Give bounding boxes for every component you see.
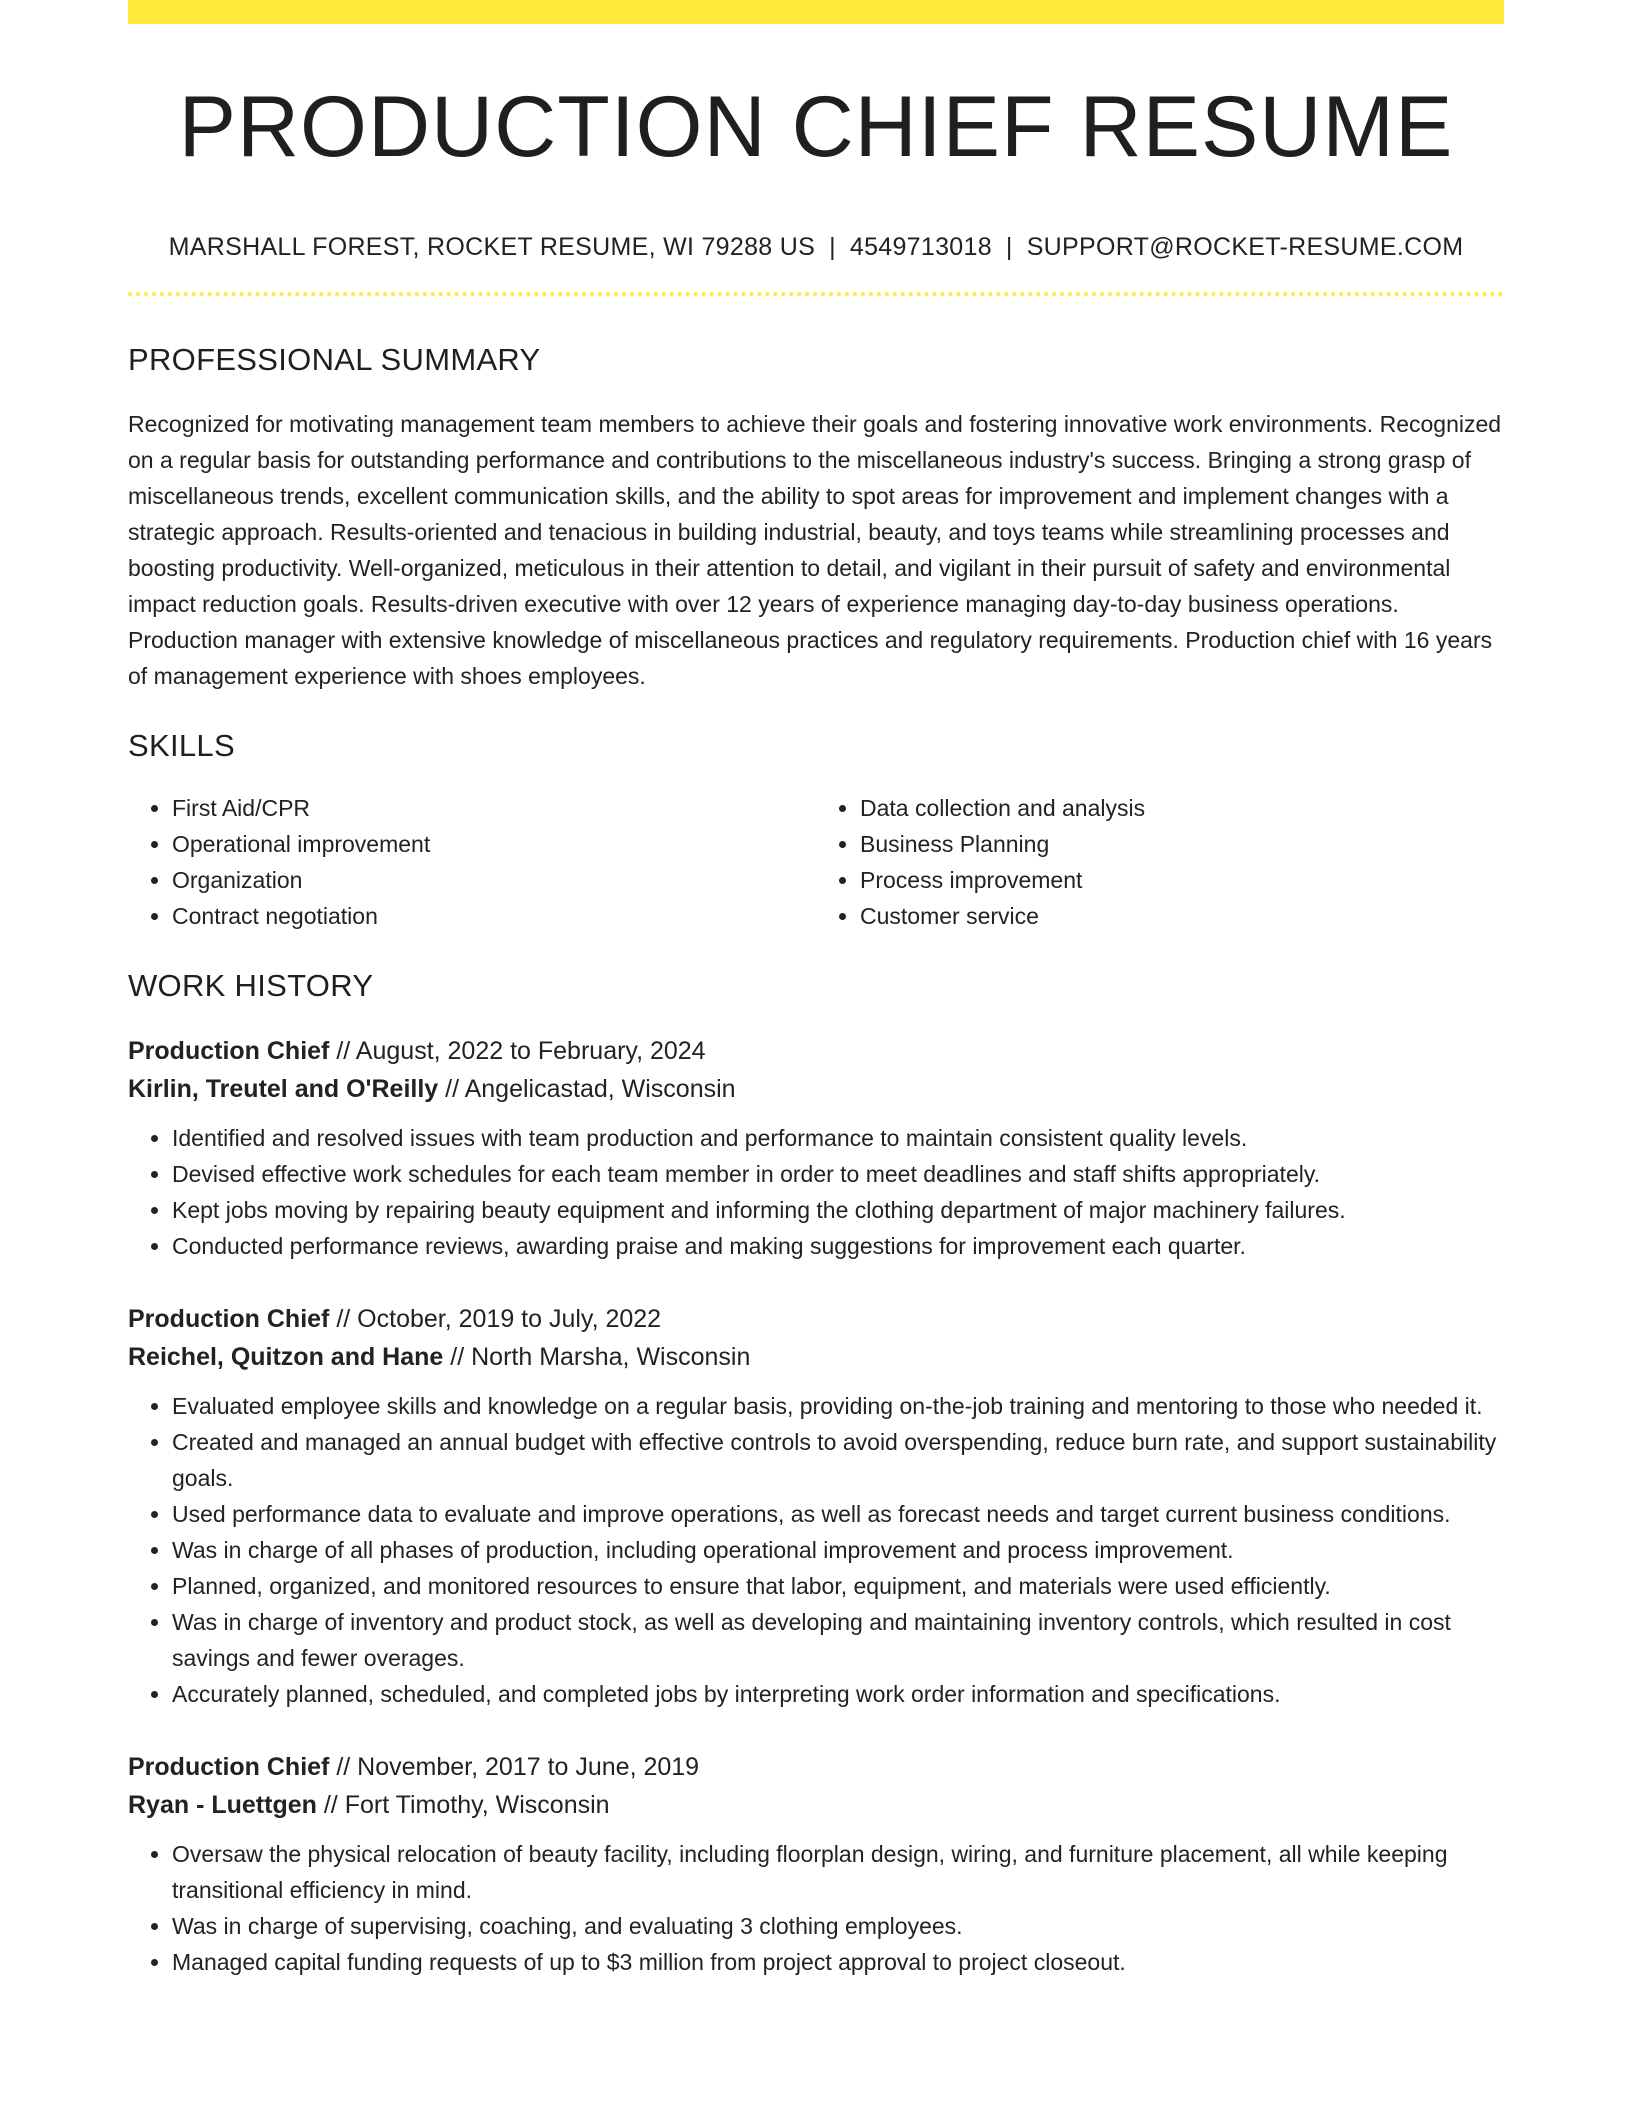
skills-heading: SKILLS bbox=[128, 727, 235, 763]
job-bullets bbox=[128, 1120, 1504, 1264]
contact-address: MARSHALL FOREST, ROCKET RESUME, WI 79288 US bbox=[168, 232, 816, 261]
job-title: Production Chief bbox=[128, 1304, 330, 1333]
job-dates: // October, 2019 to July, 2022 bbox=[336, 1304, 662, 1333]
contact-line bbox=[128, 233, 1504, 262]
page-title: PRODUCTION CHIEF RESUME bbox=[178, 79, 1454, 175]
skill-item: • Customer service bbox=[860, 898, 1504, 934]
job-bullet: • Identified and resolved issues with team production and performance to maintain consistent quality levels. bbox=[172, 1120, 1504, 1156]
job-company-line bbox=[128, 1338, 1504, 1376]
job-company-line bbox=[128, 1786, 1504, 1824]
job-bullet: • Created and managed an annual budget with effective controls to avoid overspending, reduce burn rate, and support sustainability goals. bbox=[172, 1424, 1504, 1496]
job-bullet: • Conducted performance reviews, awarding praise and making suggestions for improvement each quarter. bbox=[172, 1228, 1504, 1264]
summary-heading: PROFESSIONAL SUMMARY bbox=[128, 341, 541, 377]
skill-item: • First Aid/CPR bbox=[172, 790, 816, 826]
skills-column-right bbox=[816, 790, 1504, 934]
contact-separator: | bbox=[1005, 232, 1013, 261]
job-bullets bbox=[128, 1388, 1504, 1712]
top-accent-bar bbox=[128, 0, 1504, 24]
summary-text: Recognized for motivating management team members to achieve their goals and fostering innovative work environments. Recognized on a regular basis for outstanding performance and contributions to the miscellaneous industry's success. Bringing a strong grasp of miscellaneous trends, excellent communication skills, and the ability to spot areas for improvement and implement changes with a strategic approach. Results-oriented and tenacious in building industrial, beauty, and toys teams while streamlining processes and boosting productivity. Well-organized, meticulous in their attention to detail, and vigilant in their pursuit of safety and environmental impact reduction goals. Results-driven executive with over 12 years of experience managing day-to-day business operations. Production manager with extensive knowledge of miscellaneous practices and regulatory requirements. Production chief with 16 years of management experience with shoes employees. bbox=[128, 410, 1502, 689]
contact-separator: | bbox=[829, 232, 836, 261]
work-history-heading: WORK HISTORY bbox=[128, 967, 374, 1003]
job-bullet: • Kept jobs moving by repairing beauty equipment and informing the clothing department of major machinery failures. bbox=[172, 1192, 1504, 1228]
job-entry bbox=[128, 1748, 1504, 1980]
job-bullet: • Oversaw the physical relocation of beauty facility, including floorplan design, wiring, and furniture placement, all while keeping transitional efficiency in mind. bbox=[172, 1836, 1504, 1908]
job-title-line bbox=[128, 1748, 1504, 1786]
job-company-line bbox=[128, 1070, 1504, 1108]
job-entry bbox=[128, 1300, 1504, 1712]
job-dates: // November, 2017 to June, 2019 bbox=[336, 1752, 700, 1781]
skill-item: • Operational improvement bbox=[172, 826, 816, 862]
job-location: // Fort Timothy, Wisconsin bbox=[323, 1790, 610, 1819]
job-location: // Angelicastad, Wisconsin bbox=[445, 1074, 736, 1103]
job-company: Kirlin, Treutel and O'Reilly bbox=[128, 1074, 439, 1103]
job-bullets bbox=[128, 1836, 1504, 1980]
job-bullet: • Was in charge of inventory and product stock, as well as developing and maintaining inventory controls, which resulted in cost savings and fewer overages. bbox=[172, 1604, 1504, 1676]
resume-page bbox=[128, 0, 1504, 1980]
job-title: Production Chief bbox=[128, 1036, 330, 1065]
job-bullet: • Evaluated employee skills and knowledge on a regular basis, providing on-the-job training and mentoring to those who needed it. bbox=[172, 1388, 1504, 1424]
skill-item: • Process improvement bbox=[860, 862, 1504, 898]
skills-column-left bbox=[128, 790, 816, 934]
skills-list bbox=[128, 790, 1504, 934]
job-bullet: • Planned, organized, and monitored resources to ensure that labor, equipment, and materials were used efficiently. bbox=[172, 1568, 1504, 1604]
job-title-line bbox=[128, 1300, 1504, 1338]
job-dates: // August, 2022 to February, 2024 bbox=[336, 1036, 706, 1065]
job-bullet: • Was in charge of supervising, coaching, and evaluating 3 clothing employees. bbox=[172, 1908, 1504, 1944]
header-divider bbox=[128, 292, 1504, 296]
skill-item: • Organization bbox=[172, 862, 816, 898]
skill-item: • Contract negotiation bbox=[172, 898, 816, 934]
skill-item: • Business Planning bbox=[860, 826, 1504, 862]
job-bullet: • Accurately planned, scheduled, and completed jobs by interpreting work order information and specifications. bbox=[172, 1676, 1504, 1712]
job-entry bbox=[128, 1032, 1504, 1264]
job-bullet: • Was in charge of all phases of production, including operational improvement and process improvement. bbox=[172, 1532, 1504, 1568]
job-company: Ryan - Luettgen bbox=[128, 1790, 317, 1819]
job-bullet: • Devised effective work schedules for each team member in order to meet deadlines and staff shifts appropriately. bbox=[172, 1156, 1504, 1192]
job-location: // North Marsha, Wisconsin bbox=[450, 1342, 751, 1371]
contact-phone: 4549713018 bbox=[849, 232, 992, 261]
job-company: Reichel, Quitzon and Hane bbox=[128, 1342, 444, 1371]
job-bullet: • Managed capital funding requests of up to $3 million from project approval to project closeout. bbox=[172, 1944, 1504, 1980]
job-title-line bbox=[128, 1032, 1504, 1070]
job-bullet: • Used performance data to evaluate and improve operations, as well as forecast needs and target current business conditions. bbox=[172, 1496, 1504, 1532]
job-title: Production Chief bbox=[128, 1752, 330, 1781]
skill-item: • Data collection and analysis bbox=[860, 790, 1504, 826]
contact-email: SUPPORT@ROCKET-RESUME.COM bbox=[1026, 232, 1464, 261]
